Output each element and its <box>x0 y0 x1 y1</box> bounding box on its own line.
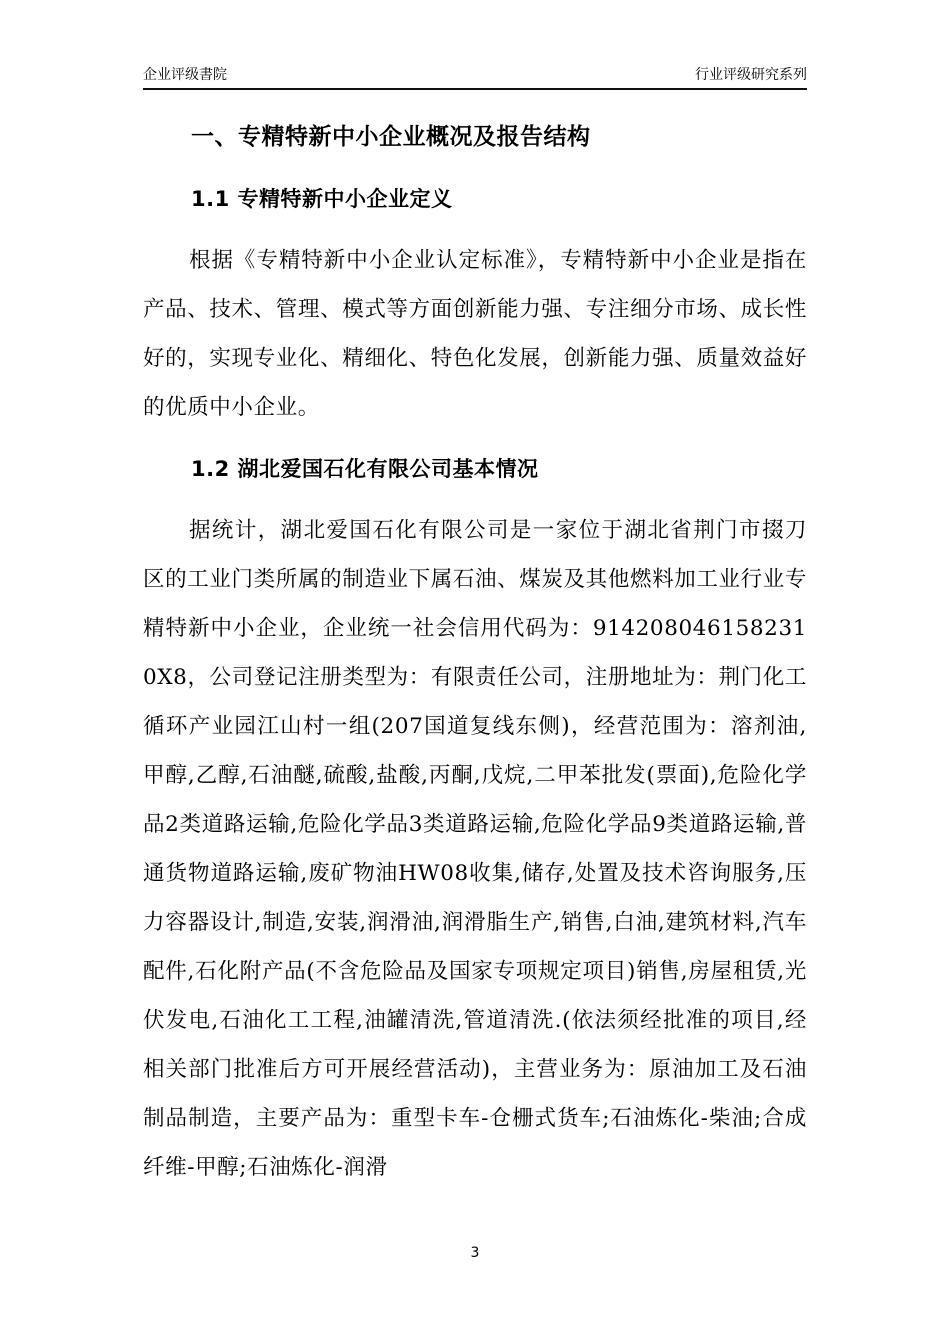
page-header <box>143 64 807 90</box>
page-content <box>143 112 807 1192</box>
subsection-title-1-1: 1.1 专精特新中小企业定义 <box>191 187 453 211</box>
header-series: 行业评级研究系列 <box>695 67 807 83</box>
company-info-paragraph: 据统计，湖北爱国石化有限公司是一家位于湖北省荆门市掇刀区的工业门类所属的制造业下属石油、煤炭及其他燃料加工业行业专精特新中小企业，企业统一社会信用代码为：914208046158231​0X8，公司登记注册类型为：有限责任公司，注册地址为：荆门化工循环产业园江山村一组(207国道复线东侧)，经营范围为：溶剂油,甲醇,乙醇,石油醚,硫酸,盐酸,丙酮,戊烷,二甲苯批发(票面),危险化学品2类道路运输,危险化学品3类道路运输,危险化学品9类道路运输,普通货物道路运输,废矿物油HW08收集,储存,处置及技术咨询服务,压力容器设计,制造,安装,润滑油,润滑脂生产,销售,白油,建筑材料,汽车配件,石化附产品(不含危险品及国家专项规定项目)销售,房屋租赁,光伏发电,石油化工工程,油罐清洗,管道清洗.(依法须经批准的项目,经相关部门批准后方可开展经营活动)，主营业务为：原油加工及石油制品制造，主要产品为：重型卡车-仓栅式货车;石油炼化-柴油;合成纤维-甲醇;石油炼化-润滑 <box>143 518 807 1180</box>
subsection-title-1-2: 1.2 湖北爱国石化有限公司基本情况 <box>191 457 539 481</box>
header-publisher: 企业评级書院 <box>143 67 227 83</box>
section-title: 一、专精特新中小企业概况及报告结构 <box>191 124 591 150</box>
definition-paragraph: 根据《专精特新中小企业认定标准》，专精特新中小企业是指在产品、技术、管理、模式等方面创新能力强、专注细分市场、成长性好的，实现专业化、精细化、特色化发展，创新能力强、质量效益好的优质中小企业。 <box>143 248 807 420</box>
page-number: 3 <box>470 1245 480 1261</box>
